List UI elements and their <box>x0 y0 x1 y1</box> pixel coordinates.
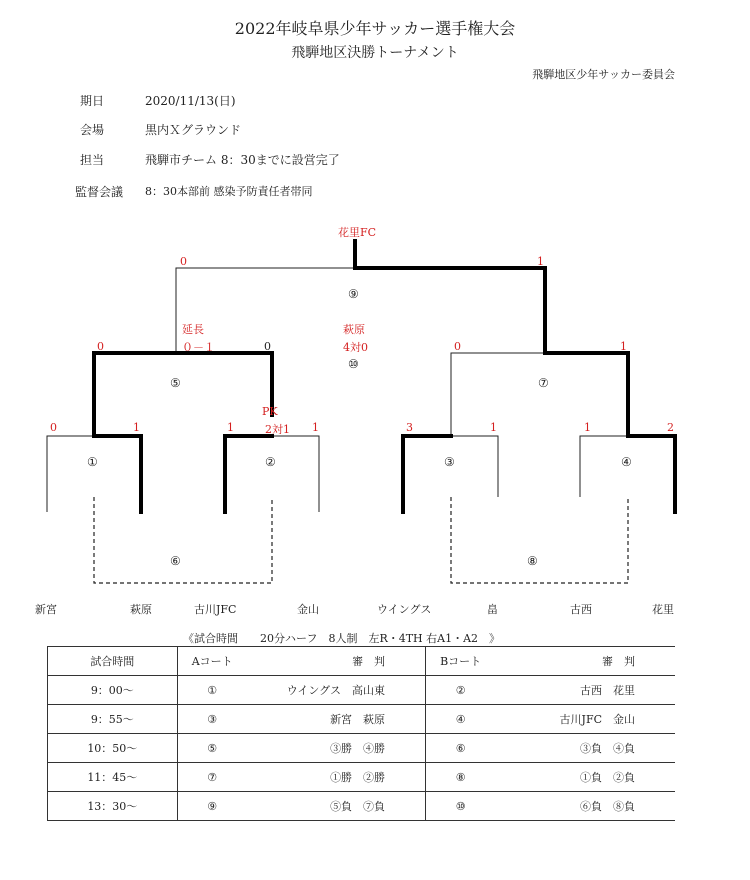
b-ref-cell: 古川JFC 金山 <box>495 705 675 734</box>
schedule-table <box>47 646 675 821</box>
match-label-m2: ② <box>265 455 276 469</box>
bracket-line-m1-left <box>47 436 94 512</box>
b-ref-cell: ⑥負 ⑧負 <box>495 792 675 821</box>
team-name: 新宮 <box>35 603 57 616</box>
match-label-m9: ⑨ <box>348 287 359 301</box>
champion-label: 花里FC <box>338 226 377 239</box>
extra-time-score: ０－１ <box>182 341 215 354</box>
a-match-cell: ⑨ <box>177 792 247 821</box>
third-place-team: 萩原 <box>343 323 365 336</box>
score-m4-left: 1 <box>584 421 591 434</box>
table-row <box>48 763 676 792</box>
score-m1-right: 1 <box>133 421 140 434</box>
extra-time-label: 延長 <box>182 323 204 336</box>
info-date-label: 期日 <box>80 94 105 108</box>
bracket-line-m7-left <box>451 353 545 436</box>
bracket-line-m2-right <box>272 436 319 512</box>
winner-line-m4 <box>545 353 675 512</box>
column-header: 審 判 <box>495 647 675 676</box>
score-m4-right: 2 <box>667 421 674 434</box>
score-m5-left: 0 <box>97 340 104 353</box>
match-label-m4: ④ <box>621 455 632 469</box>
table-header-row <box>48 647 676 676</box>
match-label-m10: ⑩ <box>348 357 359 371</box>
pk-score: 2対1 <box>265 423 290 436</box>
a-match-cell: ⑤ <box>177 734 247 763</box>
winner-line-m3 <box>403 436 451 512</box>
b-ref-cell: 古西 花里 <box>495 676 675 705</box>
bracket-line-m3-right <box>451 436 498 497</box>
info-venue-value: 黒内Ｘグラウンド <box>145 123 242 137</box>
time-cell: 13：30～ <box>48 792 178 821</box>
b-ref-cell: ①負 ②負 <box>495 763 675 792</box>
score-m5-right: 0 <box>264 340 271 353</box>
time-cell: 10：50～ <box>48 734 178 763</box>
match-label-m5: ⑤ <box>170 376 181 390</box>
match-label-m6: ⑥ <box>170 554 181 568</box>
dashed-line-m6 <box>94 497 272 583</box>
score-final-right: 1 <box>537 255 544 268</box>
b-match-cell: ⑩ <box>426 792 496 821</box>
team-name: 萩原 <box>130 603 152 616</box>
match-label-m1: ① <box>87 455 98 469</box>
a-match-cell: ⑦ <box>177 763 247 792</box>
score-m3-right: 1 <box>490 421 497 434</box>
page-subtitle: 飛騨地区決勝トーナメント <box>291 45 459 61</box>
match-label-m7: ⑦ <box>538 376 549 390</box>
time-cell: 9：55～ <box>48 705 178 734</box>
team-name: 金山 <box>297 603 319 616</box>
dashed-line-m8 <box>451 497 628 583</box>
info-meeting-label: 監督会議 <box>75 185 124 199</box>
b-ref-cell: ③負 ④負 <box>495 734 675 763</box>
a-ref-cell: ⑤負 ⑦負 <box>247 792 426 821</box>
format-note: 《試合時間 20分ハーフ 8人制 左R・4TH 右A1・A2 》 <box>183 632 501 645</box>
table-row <box>48 705 676 734</box>
winner-line-m2 <box>225 436 272 512</box>
team-name: 花里 <box>652 603 674 616</box>
info-venue-label: 会場 <box>80 123 105 137</box>
team-name: 畠 <box>487 603 498 616</box>
a-ref-cell: ③勝 ④勝 <box>247 734 426 763</box>
a-ref-cell: 新宮 萩原 <box>247 705 426 734</box>
match-label-m3: ③ <box>444 455 455 469</box>
info-host-label: 担当 <box>80 153 105 167</box>
b-match-cell: ⑧ <box>426 763 496 792</box>
score-m7-right: 1 <box>620 340 627 353</box>
b-match-cell: ⑥ <box>426 734 496 763</box>
column-header: 審 判 <box>247 647 426 676</box>
score-m1-left: 0 <box>50 421 57 434</box>
table-row <box>48 792 676 821</box>
b-match-cell: ② <box>426 676 496 705</box>
time-cell: 11：45～ <box>48 763 178 792</box>
info-host-value: 飛騨市チーム 8：30までに設営完了 <box>145 153 340 167</box>
table-row <box>48 676 676 705</box>
third-place-score: 4対0 <box>343 341 368 354</box>
b-match-cell: ④ <box>426 705 496 734</box>
column-header: Bコート <box>426 647 496 676</box>
column-header: 試合時間 <box>48 647 178 676</box>
page-title: 2022年岐阜県少年サッカー選手権大会 <box>234 19 516 38</box>
winner-line-m5-right <box>176 353 272 415</box>
team-name: 古西 <box>570 603 592 616</box>
match-label-m8: ⑧ <box>527 554 538 568</box>
team-name: 古川JFC <box>194 603 237 616</box>
table-row <box>48 734 676 763</box>
score-m7-left: 0 <box>454 340 461 353</box>
time-cell: 9：00～ <box>48 676 178 705</box>
score-m2-right: 1 <box>312 421 319 434</box>
column-header: Aコート <box>177 647 247 676</box>
score-m3-left: 3 <box>406 421 413 434</box>
info-meeting-value: 8：30本部前 感染予防責任者帯同 <box>145 185 313 198</box>
a-match-cell: ③ <box>177 705 247 734</box>
a-ref-cell: ウイングス 高山東 <box>247 676 426 705</box>
a-match-cell: ① <box>177 676 247 705</box>
organizer: 飛騨地区少年サッカー委員会 <box>532 68 675 81</box>
pk-label: PK <box>262 405 278 418</box>
score-final-left: 0 <box>180 255 187 268</box>
a-ref-cell: ①勝 ②勝 <box>247 763 426 792</box>
score-m2-left: 1 <box>227 421 234 434</box>
team-name: ウイングス <box>377 603 432 616</box>
winner-line-m7 <box>355 241 545 353</box>
info-date-value: 2020/11/13(日) <box>145 94 236 108</box>
